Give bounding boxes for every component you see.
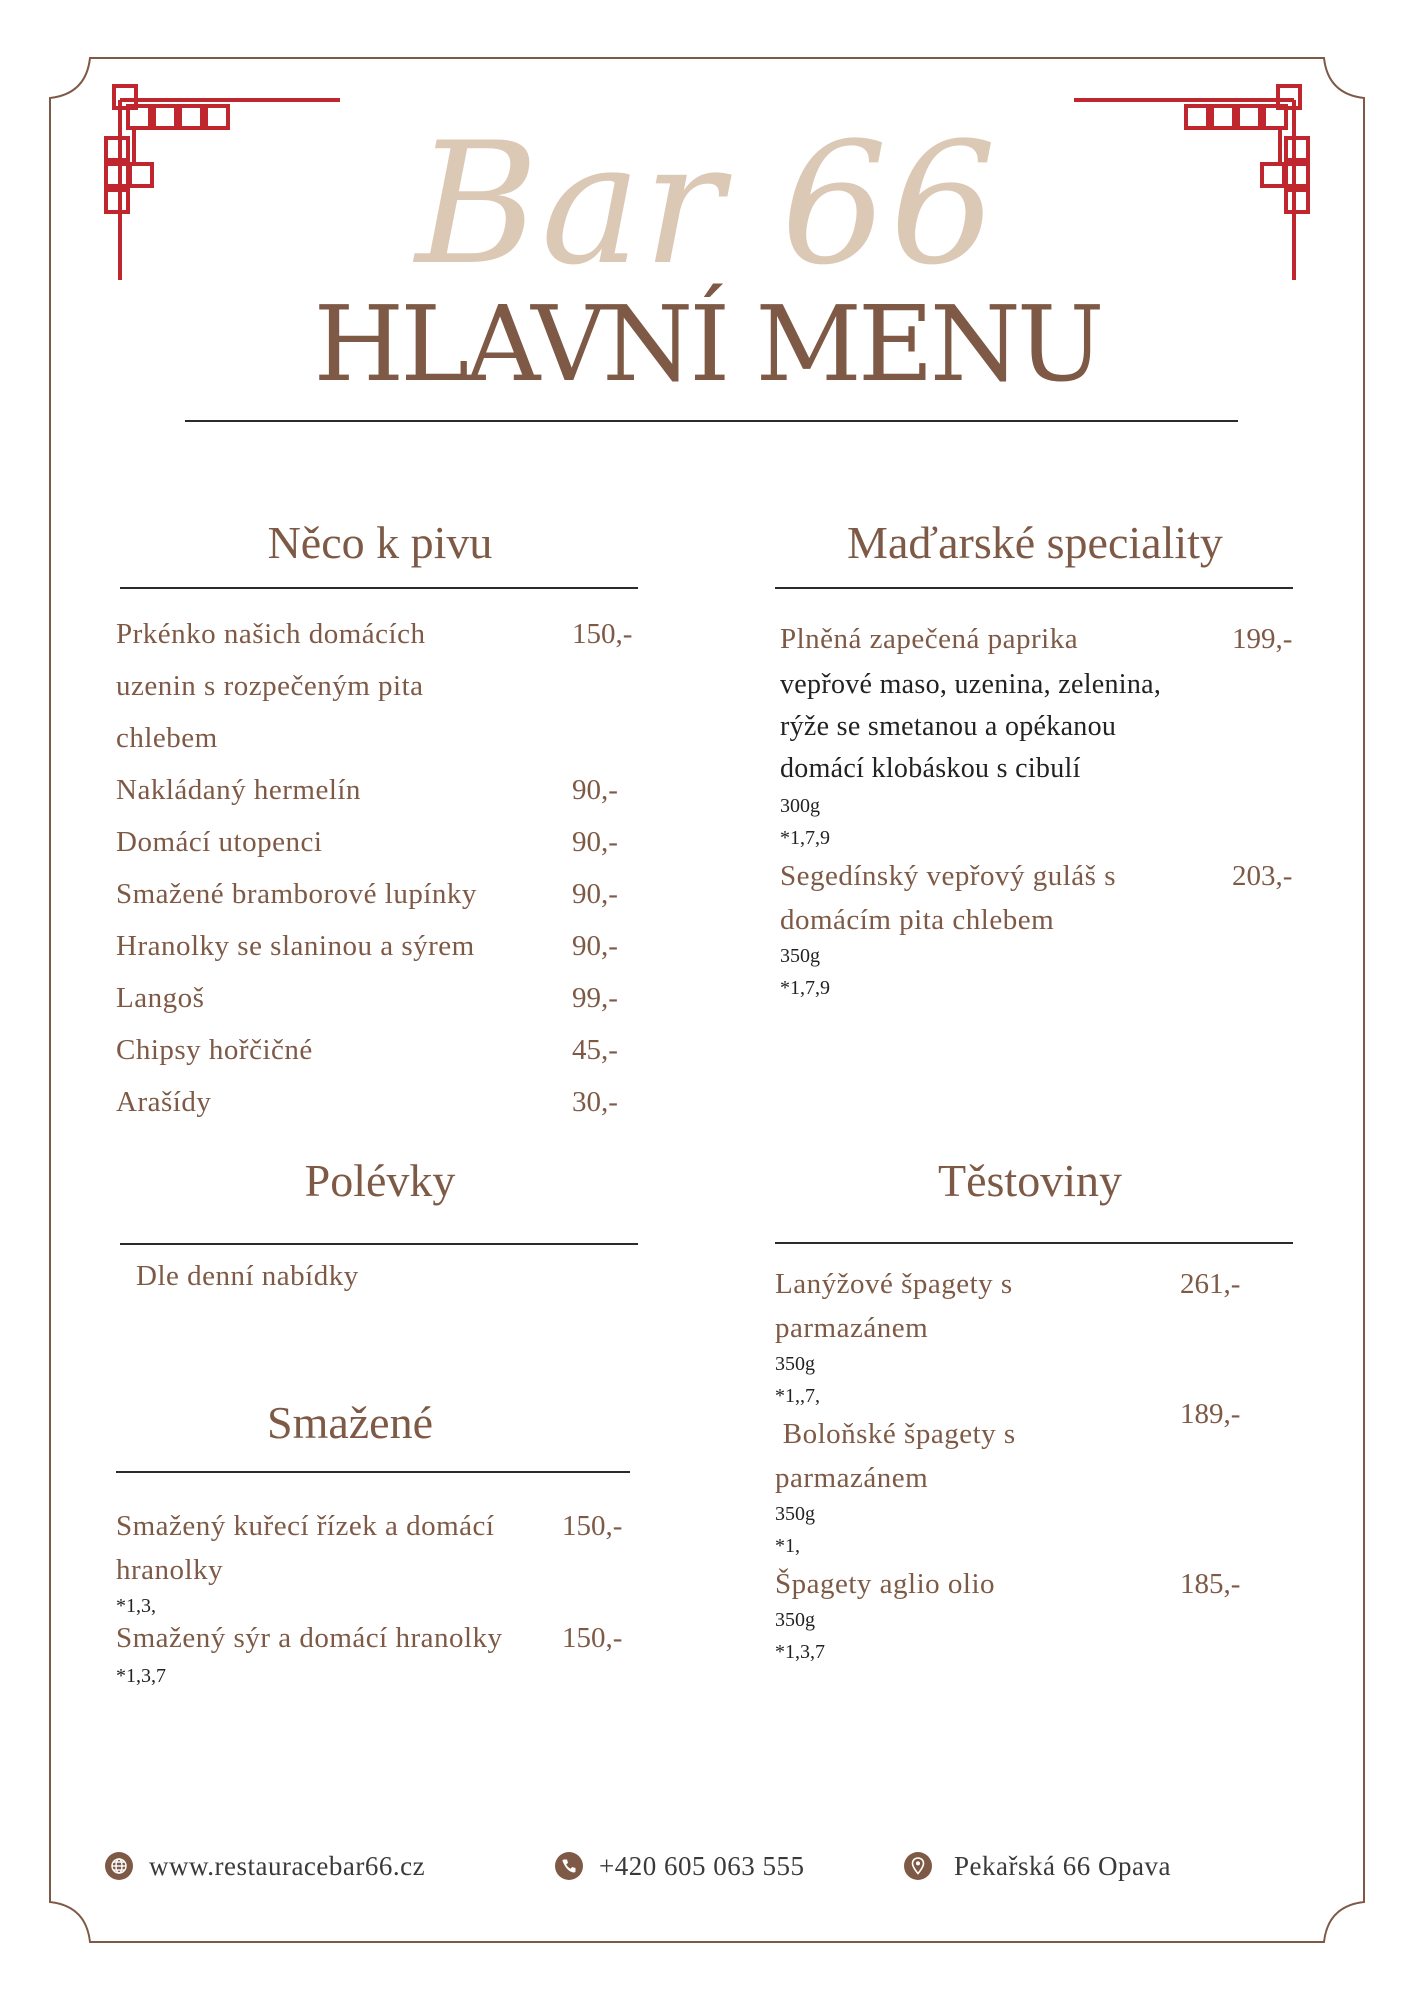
menu-item-name: Boloňské špagety s (775, 1418, 1016, 1450)
section-divider (120, 587, 638, 589)
menu-item-name: Smažený kuřecí řízek a domácí (116, 1510, 495, 1542)
location-pin-icon (904, 1852, 932, 1880)
section-title-testoviny: Těstoviny (938, 1155, 1122, 1206)
menu-item-name: Prkénko našich domácích (116, 618, 426, 650)
menu-item-name: uzenin s rozpečeným pita (116, 670, 424, 702)
menu-item-name: Hranolky se slaninou a sýrem (116, 930, 475, 962)
menu-item-price: 203,- (1232, 860, 1293, 892)
menu-item-name: Smažené bramborové lupínky (116, 878, 477, 910)
menu-item-name: Lanýžové špagety s (775, 1268, 1013, 1300)
page-title: HLAVNÍ MENU (313, 283, 1101, 405)
globe-icon (105, 1852, 133, 1880)
menu-item-name: Chipsy hořčičné (116, 1034, 313, 1066)
menu-item-name: Smažený sýr a domácí hranolky (116, 1622, 503, 1654)
menu-item-name: Segedínský vepřový guláš s (780, 860, 1116, 892)
menu-item-price: 185,- (1180, 1568, 1241, 1600)
menu-item-price: 90,- (572, 878, 618, 910)
menu-item-name: chlebem (116, 722, 218, 754)
menu-item-price: 150,- (562, 1510, 623, 1542)
title-divider (185, 420, 1238, 422)
footer-phone[interactable] (555, 1846, 804, 1886)
website-link[interactable]: www.restauracebar66.cz (149, 1850, 426, 1881)
menu-item-allergens: *1,3,7 (775, 1641, 825, 1663)
menu-item-allergens: *1,3,7 (116, 1665, 166, 1687)
phone-icon (555, 1852, 583, 1880)
menu-item-name: domácím pita chlebem (780, 904, 1055, 936)
menu-item-price: 30,- (572, 1086, 618, 1118)
menu-item-price: 189,- (1180, 1398, 1241, 1430)
address-text: Pekařská 66 Opava (954, 1850, 1171, 1881)
section-title-madarske-speciality: Maďarské speciality (847, 517, 1223, 568)
menu-item-description: rýže se smetanou a opékanou (780, 711, 1117, 742)
menu-item-name: Langoš (116, 982, 205, 1014)
menu-item-weight: 300g (780, 795, 820, 817)
menu-item-name: Nakládaný hermelín (116, 774, 361, 806)
menu-item-price: 150,- (572, 618, 633, 650)
section-divider (116, 1471, 630, 1473)
section-divider (120, 1243, 638, 1245)
menu-item-price: 199,- (1232, 623, 1293, 655)
section-title-neco-k-pivu: Něco k pivu (267, 517, 493, 568)
menu-item-description: domácí klobáskou s cibulí (780, 753, 1081, 784)
menu-item-allergens: *1, (775, 1535, 800, 1557)
menu-item-price: 90,- (572, 826, 618, 858)
menu-item-allergens: *1,,7, (775, 1385, 820, 1407)
menu-item-description: vepřové maso, uzenina, zelenina, (780, 669, 1162, 700)
menu-item-allergens: *1,3, (116, 1595, 156, 1617)
menu-item-price: 150,- (562, 1622, 623, 1654)
menu-item-name: Domácí utopenci (116, 826, 323, 858)
menu-item-name: Arašídy (116, 1086, 212, 1118)
menu-item-weight: 350g (780, 945, 820, 967)
menu-item-price: 261,- (1180, 1268, 1241, 1300)
menu-item-price: 90,- (572, 930, 618, 962)
section-title-smazene: Smažené (266, 1397, 434, 1448)
menu-item-price: 45,- (572, 1034, 618, 1066)
menu-item-weight: 350g (775, 1503, 815, 1525)
section-title-polevky: Polévky (304, 1155, 456, 1206)
menu-item-name: parmazánem (775, 1312, 929, 1344)
menu-item-name: Plněná zapečená paprika (780, 623, 1079, 655)
menu-item-weight: 350g (775, 1353, 815, 1375)
menu-item-allergens: *1,7,9 (780, 977, 830, 999)
section-divider (775, 1242, 1293, 1244)
menu-item-name: parmazánem (775, 1462, 929, 1494)
section-divider (775, 587, 1293, 589)
soup-daily-offer: Dle denní nabídky (136, 1260, 359, 1292)
menu-item-name: hranolky (116, 1554, 224, 1586)
phone-number[interactable]: +420 605 063 555 (599, 1850, 805, 1881)
menu-item-price: 99,- (572, 982, 618, 1014)
footer-address[interactable] (904, 1846, 1171, 1886)
menu-item-price: 90,- (572, 774, 618, 806)
menu-item-weight: 350g (775, 1609, 815, 1631)
menu-item-name: Špagety aglio olio (775, 1568, 996, 1600)
footer-website[interactable] (105, 1846, 425, 1886)
brand-logo: Bar 66 (415, 106, 999, 302)
menu-item-allergens: *1,7,9 (780, 827, 830, 849)
